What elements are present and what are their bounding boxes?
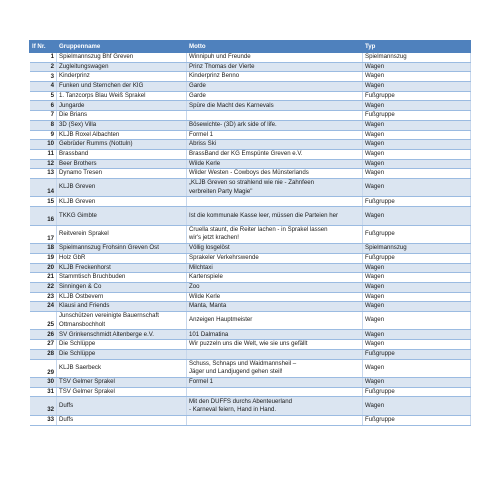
cell-typ[interactable]: Wagen — [363, 292, 471, 302]
cell-typ[interactable]: Wagen — [363, 149, 471, 159]
cell-gruppenname[interactable] — [57, 311, 187, 330]
cell-typ[interactable]: Wagen — [363, 378, 471, 388]
table-row — [30, 169, 471, 179]
cell-motto[interactable]: Formel 1 — [187, 378, 363, 388]
cell-gruppenname[interactable]: KLJB Roxel Albachten — [57, 130, 187, 140]
cell-motto[interactable] — [187, 197, 363, 207]
cell-gruppenname[interactable]: TSV Gelmer Sprakel — [57, 387, 187, 397]
cell-typ[interactable]: Wagen — [363, 120, 471, 130]
cell-motto[interactable]: Kinderprinz Benno — [187, 72, 363, 82]
cell-motto-line: wir's jetzt krachen! — [189, 234, 239, 242]
cell-nr[interactable]: 2 — [30, 62, 57, 72]
cell-gruppenname[interactable]: Funken und Sternchen der KIG — [57, 82, 187, 92]
cell-typ[interactable]: Fußgruppe — [363, 225, 471, 244]
cell-nr[interactable]: 33 — [30, 415, 57, 425]
cell-typ[interactable]: Wagen — [363, 330, 471, 340]
cell-typ[interactable]: Fußgruppe — [363, 387, 471, 397]
cell-nr[interactable]: 6 — [30, 101, 57, 111]
cell-gruppenname[interactable]: Zugleitungswagen — [57, 62, 187, 72]
table-row — [30, 302, 471, 312]
cell-typ[interactable]: Fußgruppe — [363, 197, 471, 207]
cell-motto-line: Mit den DUFFS durchs Abenteuerland — [189, 397, 292, 405]
table-row — [30, 53, 471, 63]
cell-gruppenname[interactable]: Stammtisch Bruchbuden — [57, 273, 187, 283]
cell-gruppenname[interactable]: Klausi and Friends — [57, 302, 187, 312]
cell-motto[interactable] — [187, 178, 363, 197]
cell-motto-line: verbreiten Party Magie" — [189, 187, 253, 195]
cell-nr[interactable]: 32 — [30, 397, 57, 416]
cell-nr[interactable]: 3 — [30, 72, 57, 82]
table-row — [30, 378, 471, 388]
cell-motto[interactable] — [187, 349, 363, 359]
table-row — [30, 111, 471, 121]
cell-motto[interactable]: Wilder Westen - Cowboys des Münsterlands — [187, 169, 363, 179]
cell-typ[interactable]: Wagen — [363, 101, 471, 111]
cell-motto[interactable]: Wir puzzeln uns die Welt, wie sie uns gefällt — [187, 340, 363, 350]
cell-nr[interactable]: 9 — [30, 130, 57, 140]
cell-typ[interactable]: Fußgruppe — [363, 349, 471, 359]
cell-motto[interactable]: Zoo — [187, 282, 363, 292]
table-row — [30, 349, 471, 359]
table-row — [30, 149, 471, 159]
cell-typ[interactable]: Wagen — [363, 72, 471, 82]
cell-motto[interactable]: Winnipuh und Freunde — [187, 53, 363, 63]
table-row — [30, 140, 471, 150]
table-row — [30, 292, 471, 302]
cell-motto[interactable]: Prinz Thomas der Vierte — [187, 62, 363, 72]
cell-gruppenname[interactable]: Gebrüder Rumms (Nottuln) — [57, 140, 187, 150]
table-row — [30, 282, 471, 292]
cell-gruppenname[interactable]: Brassband — [57, 149, 187, 159]
cell-motto[interactable] — [187, 359, 363, 378]
table-row — [30, 263, 471, 273]
cell-gruppenname[interactable]: Reitverein Sprakel — [57, 225, 187, 244]
cell-nr[interactable]: 13 — [30, 169, 57, 179]
cell-gruppenname[interactable]: Die Brians — [57, 111, 187, 121]
cell-nr[interactable]: 11 — [30, 149, 57, 159]
cell-motto[interactable]: Sprakeler Verkehrswende — [187, 253, 363, 263]
cell-typ[interactable]: Wagen — [363, 62, 471, 72]
cell-typ[interactable]: Spielmannszug — [363, 244, 471, 254]
cell-nr[interactable]: 16 — [30, 207, 57, 226]
cell-gruppenname[interactable]: Kinderprinz — [57, 72, 187, 82]
cell-typ[interactable]: Wagen — [363, 263, 471, 273]
cell-typ[interactable]: Wagen — [363, 178, 471, 197]
cell-nr[interactable]: 12 — [30, 159, 57, 169]
cell-typ[interactable]: Wagen — [363, 207, 471, 226]
cell-motto-line: Cruella staunt, die Reiter lachen - in Sprakel lassen — [189, 225, 328, 233]
cell-nr[interactable]: 20 — [30, 263, 57, 273]
cell-nr[interactable]: 5 — [30, 91, 57, 101]
table-row — [30, 91, 471, 101]
cell-motto[interactable]: Kartenspiele — [187, 273, 363, 283]
table-row — [30, 62, 471, 72]
parade-table — [29, 40, 471, 426]
cell-typ[interactable]: Wagen — [363, 82, 471, 92]
table-row — [30, 120, 471, 130]
cell-nr[interactable]: 18 — [30, 244, 57, 254]
cell-typ[interactable]: Wagen — [363, 130, 471, 140]
cell-motto[interactable]: Völlig losgelöst — [187, 244, 363, 254]
cell-motto[interactable]: Wilde Kerle — [187, 159, 363, 169]
cell-gruppenname-line: Ottmansbochholt — [59, 320, 106, 328]
cell-nr[interactable]: 25 — [30, 311, 57, 330]
cell-gruppenname[interactable]: Duffs — [57, 397, 187, 416]
cell-motto[interactable]: Spüre die Macht des Karnevals — [187, 101, 363, 111]
cell-gruppenname[interactable]: Sinningen & Co — [57, 282, 187, 292]
cell-nr[interactable]: 8 — [30, 120, 57, 130]
table-row — [30, 311, 471, 330]
cell-motto[interactable]: 101 Dalmatina — [187, 330, 363, 340]
cell-gruppenname[interactable]: Die Schlüppe — [57, 349, 187, 359]
cell-motto[interactable] — [187, 397, 363, 416]
cell-typ[interactable]: Wagen — [363, 273, 471, 283]
header-gruppenname[interactable]: Gruppenname — [57, 41, 187, 53]
cell-nr[interactable]: 14 — [30, 178, 57, 197]
cell-typ[interactable]: Wagen — [363, 282, 471, 292]
cell-gruppenname[interactable]: Spielmannszug Bhf Greven — [57, 53, 187, 63]
cell-typ[interactable]: Wagen — [363, 311, 471, 330]
cell-gruppenname[interactable]: KLJB Saerbeck — [57, 359, 187, 378]
cell-nr[interactable]: 19 — [30, 253, 57, 263]
cell-gruppenname[interactable]: Duffs — [57, 415, 187, 425]
table-body — [30, 53, 471, 426]
header-motto[interactable]: Motto — [187, 41, 363, 53]
table-row — [30, 101, 471, 111]
cell-typ[interactable]: Wagen — [363, 140, 471, 150]
cell-gruppenname[interactable]: Beer Brothers — [57, 159, 187, 169]
cell-nr[interactable]: 21 — [30, 273, 57, 283]
cell-gruppenname[interactable]: TSV Gelmer Sprakel — [57, 378, 187, 388]
cell-typ[interactable]: Wagen — [363, 397, 471, 416]
table-row — [30, 340, 471, 350]
cell-nr[interactable]: 22 — [30, 282, 57, 292]
cell-gruppenname[interactable]: SV Grinkenschmidt Altenberge e.V. — [57, 330, 187, 340]
cell-motto-line: Schuss, Schnaps und Waidmannsheil – — [189, 359, 297, 367]
cell-gruppenname[interactable]: TKKG Gimbte — [57, 207, 187, 226]
table-row — [30, 330, 471, 340]
table-row — [30, 159, 471, 169]
table-row — [30, 244, 471, 254]
cell-motto[interactable]: Anzeigen Hauptmeister — [187, 311, 363, 330]
cell-gruppenname[interactable]: KLJB Greven — [57, 178, 187, 197]
table-row — [30, 178, 471, 197]
cell-motto[interactable] — [187, 415, 363, 425]
cell-motto[interactable]: BrassBand der KG Emspünte Greven e.V. — [187, 149, 363, 159]
cell-typ[interactable]: Fußgruppe — [363, 111, 471, 121]
cell-motto-line: „KLJB Greven so strahlend wie nie - Zahnfeen — [189, 179, 314, 187]
cell-nr[interactable]: 29 — [30, 359, 57, 378]
cell-gruppenname[interactable]: Jungarde — [57, 101, 187, 111]
cell-motto[interactable]: Manta, Manta — [187, 302, 363, 312]
cell-motto[interactable] — [187, 111, 363, 121]
header-typ[interactable]: Typ — [363, 41, 471, 53]
cell-motto[interactable]: Bösewichte- (3D) ark side of life. — [187, 120, 363, 130]
cell-motto[interactable]: Wilde Kerle — [187, 292, 363, 302]
table-row — [30, 253, 471, 263]
cell-nr[interactable]: 28 — [30, 349, 57, 359]
spreadsheet — [29, 40, 470, 426]
cell-gruppenname[interactable]: Holz GbR — [57, 253, 187, 263]
cell-motto[interactable]: Garde — [187, 91, 363, 101]
cell-nr[interactable]: 30 — [30, 378, 57, 388]
cell-typ[interactable]: Fußgruppe — [363, 253, 471, 263]
cell-nr[interactable]: 31 — [30, 387, 57, 397]
cell-nr[interactable]: 4 — [30, 82, 57, 92]
table-row — [30, 415, 471, 425]
cell-typ[interactable]: Spielmannszug — [363, 53, 471, 63]
cell-gruppenname[interactable]: 3D (Sex) Villa — [57, 120, 187, 130]
cell-nr[interactable]: 15 — [30, 197, 57, 207]
cell-motto[interactable]: Formel 1 — [187, 130, 363, 140]
table-row — [30, 72, 471, 82]
cell-nr[interactable]: 24 — [30, 302, 57, 312]
cell-motto-line: Jäger und Landjugend gehen steil! — [189, 368, 283, 376]
cell-typ[interactable]: Wagen — [363, 169, 471, 179]
cell-motto-line: - Karneval feiern, Hand in Hand. — [189, 406, 277, 414]
cell-nr[interactable]: 26 — [30, 330, 57, 340]
cell-gruppenname[interactable]: KLJB Freckenhorst — [57, 263, 187, 273]
cell-gruppenname[interactable]: Spielmannszug Frohsinn Greven Ost — [57, 244, 187, 254]
cell-typ[interactable]: Wagen — [363, 359, 471, 378]
table-row — [30, 387, 471, 397]
cell-motto[interactable]: Garde — [187, 82, 363, 92]
table-row — [30, 273, 471, 283]
header-nr[interactable]: lf Nr. — [30, 41, 57, 53]
table-row — [30, 82, 471, 92]
cell-gruppenname[interactable]: Die Schlüppe — [57, 340, 187, 350]
cell-nr[interactable]: 7 — [30, 111, 57, 121]
table-row — [30, 130, 471, 140]
cell-motto[interactable] — [187, 225, 363, 244]
cell-motto[interactable]: Ist die kommunale Kasse leer, müssen die Parteien her — [187, 207, 363, 226]
table-row — [30, 197, 471, 207]
cell-nr[interactable]: 27 — [30, 340, 57, 350]
table-row — [30, 225, 471, 244]
cell-gruppenname[interactable]: Dynamo Tresen — [57, 169, 187, 179]
cell-typ[interactable]: Fußgruppe — [363, 91, 471, 101]
cell-motto[interactable]: Abriss Ski — [187, 140, 363, 150]
table-row — [30, 359, 471, 378]
cell-gruppenname[interactable]: KLJB Ostbevern — [57, 292, 187, 302]
cell-nr[interactable]: 1 — [30, 53, 57, 63]
cell-nr[interactable]: 17 — [30, 225, 57, 244]
table-row — [30, 397, 471, 416]
cell-nr[interactable]: 10 — [30, 140, 57, 150]
cell-typ[interactable]: Wagen — [363, 340, 471, 350]
cell-typ[interactable]: Wagen — [363, 159, 471, 169]
cell-gruppenname[interactable]: 1. Tanzcorps Blau Weiß Sprakel — [57, 91, 187, 101]
cell-nr[interactable]: 23 — [30, 292, 57, 302]
cell-motto[interactable] — [187, 387, 363, 397]
cell-gruppenname-line: Junschützen vereinigte Bauernschaft — [59, 312, 159, 320]
cell-gruppenname[interactable]: KLJB Greven — [57, 197, 187, 207]
cell-typ[interactable]: Wagen — [363, 302, 471, 312]
table-row — [30, 207, 471, 226]
cell-motto[interactable]: Milchtaxi — [187, 263, 363, 273]
header-row — [30, 41, 471, 53]
cell-typ[interactable]: Fußgruppe — [363, 415, 471, 425]
